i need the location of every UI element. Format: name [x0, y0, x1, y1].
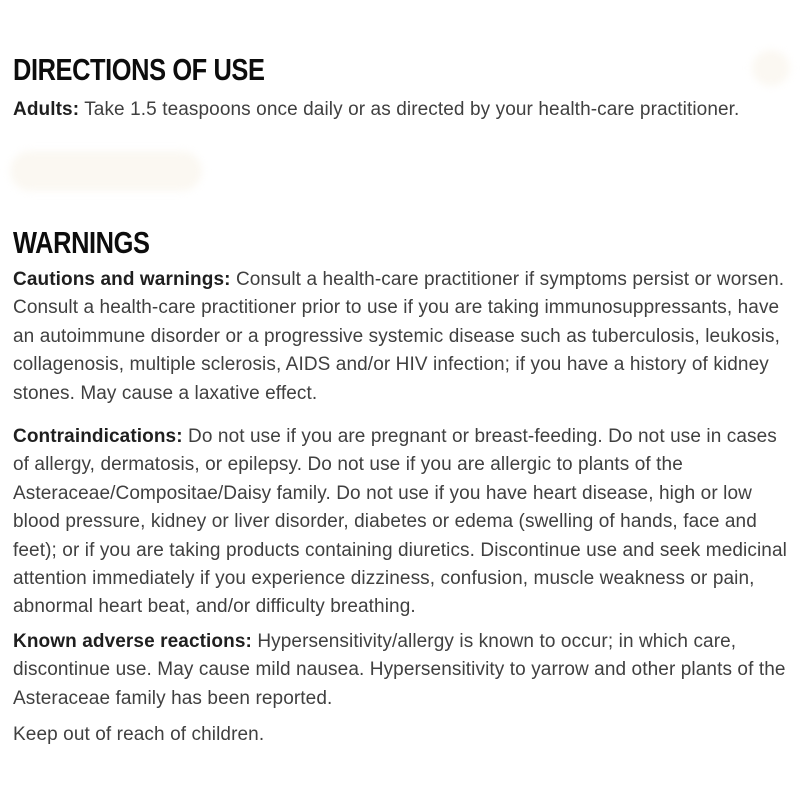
contraindications-paragraph [13, 423, 797, 622]
adults-directions-paragraph [13, 96, 797, 124]
adverse-reactions-label: Known adverse reactions: [13, 631, 252, 652]
cautions-label: Cautions and warnings: [13, 269, 231, 290]
keep-out-of-reach-text: Keep out of reach of children. [13, 724, 265, 745]
warnings-heading: WARNINGS [13, 225, 150, 260]
adverse-reactions-text: Hypersensitivity/allergy is known to occur; in which care, discontinue use. May cause mild nausea. Hypersensitivity to yarrow and other plants of the Asteraceae family has been reported. [13, 631, 786, 709]
cautions-paragraph [13, 266, 797, 408]
adults-text: Take 1.5 teaspoons once daily or as directed by your health-care practitioner. [84, 99, 740, 120]
contraindications-label: Contraindications: [13, 426, 183, 447]
print-artifact [752, 50, 790, 86]
print-artifact [10, 151, 202, 191]
adults-label: Adults: [13, 99, 80, 120]
cautions-text: Consult a health-care practitioner if symptoms persist or worsen. Consult a health-care practitioner prior to use if you are taking immunosuppressants, have an autoimmune disorder or a progressive systemic disease such as tuberculosis, leukosis, collagenosis, multiple sclerosis, AIDS and/or HIV infection; if you have a history of kidney stones. May cause a laxative effect. [13, 269, 785, 404]
contraindications-text: Do not use if you are pregnant or breast-feeding. Do not use in cases of allergy, dermatosis, or epilepsy. Do not use if you are allergic to plants of the Asteraceae/Compositae/Daisy family. Do not use if you have heart disease, high or low blood pressure, kidney or liver disorder, diabetes or edema (swelling of hands, face and feet); or if you are taking products containing diuretics. Discontinue use and seek medicinal attention immediately if you experience dizziness, confusion, muscle weakness or pain, abnormal heart beat, and/or difficulty breathing. [13, 426, 787, 618]
adverse-reactions-paragraph [13, 628, 797, 713]
directions-heading: DIRECTIONS OF USE [13, 52, 265, 87]
